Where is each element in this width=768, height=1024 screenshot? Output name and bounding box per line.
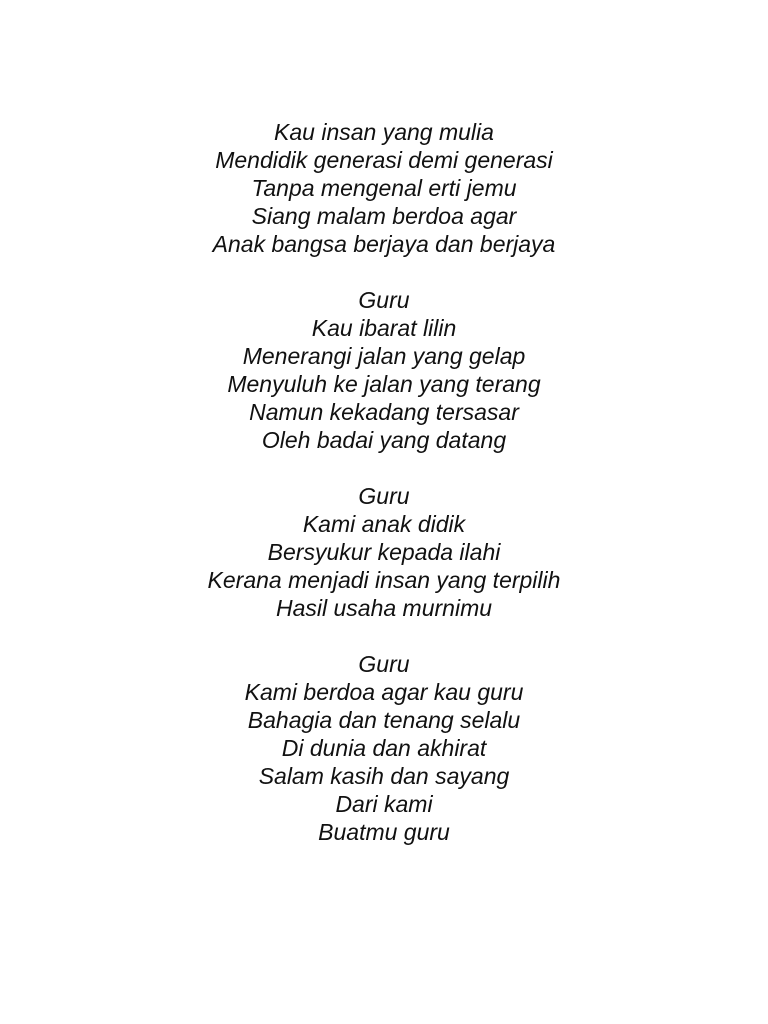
stanza-heading: Guru <box>358 287 410 313</box>
poem-line: Kami berdoa agar kau guru <box>244 679 524 705</box>
poem-line: Menerangi jalan yang gelap <box>242 343 526 369</box>
stanza-3 <box>0 482 768 622</box>
poem-line: Salam kasih dan sayang <box>258 763 510 789</box>
poem-line: Bahagia dan tenang selalu <box>247 707 521 733</box>
stanza-4 <box>0 650 768 846</box>
poem-line: Hasil usaha murnimu <box>275 595 493 621</box>
poem-line: Oleh badai yang datang <box>261 427 507 453</box>
poem-line: Di dunia dan akhirat <box>281 735 487 761</box>
stanza-2 <box>0 286 768 454</box>
poem-line: Mendidik generasi demi generasi <box>215 147 553 173</box>
poem-line: Anak bangsa berjaya dan berjaya <box>212 231 556 257</box>
poem-line: Kerana menjadi insan yang terpilih <box>207 567 561 593</box>
poem-body <box>0 118 768 874</box>
poem-line: Bersyukur kepada ilahi <box>267 539 501 565</box>
poem-line: Dari kami <box>335 791 433 817</box>
stanza-heading: Guru <box>358 483 410 509</box>
stanza-heading: Guru <box>358 651 410 677</box>
poem-line: Namun kekadang tersasar <box>249 399 519 425</box>
poem-line: Kami anak didik <box>302 511 466 537</box>
stanza-1 <box>0 118 768 258</box>
poem-line: Siang malam berdoa agar <box>251 203 517 229</box>
poem-line: Kau insan yang mulia <box>274 119 494 145</box>
poem-line: Kau ibarat lilin <box>311 315 457 341</box>
poem-line: Buatmu guru <box>318 819 450 845</box>
poem-line: Menyuluh ke jalan yang terang <box>227 371 541 397</box>
poem-line: Tanpa mengenal erti jemu <box>251 175 517 201</box>
